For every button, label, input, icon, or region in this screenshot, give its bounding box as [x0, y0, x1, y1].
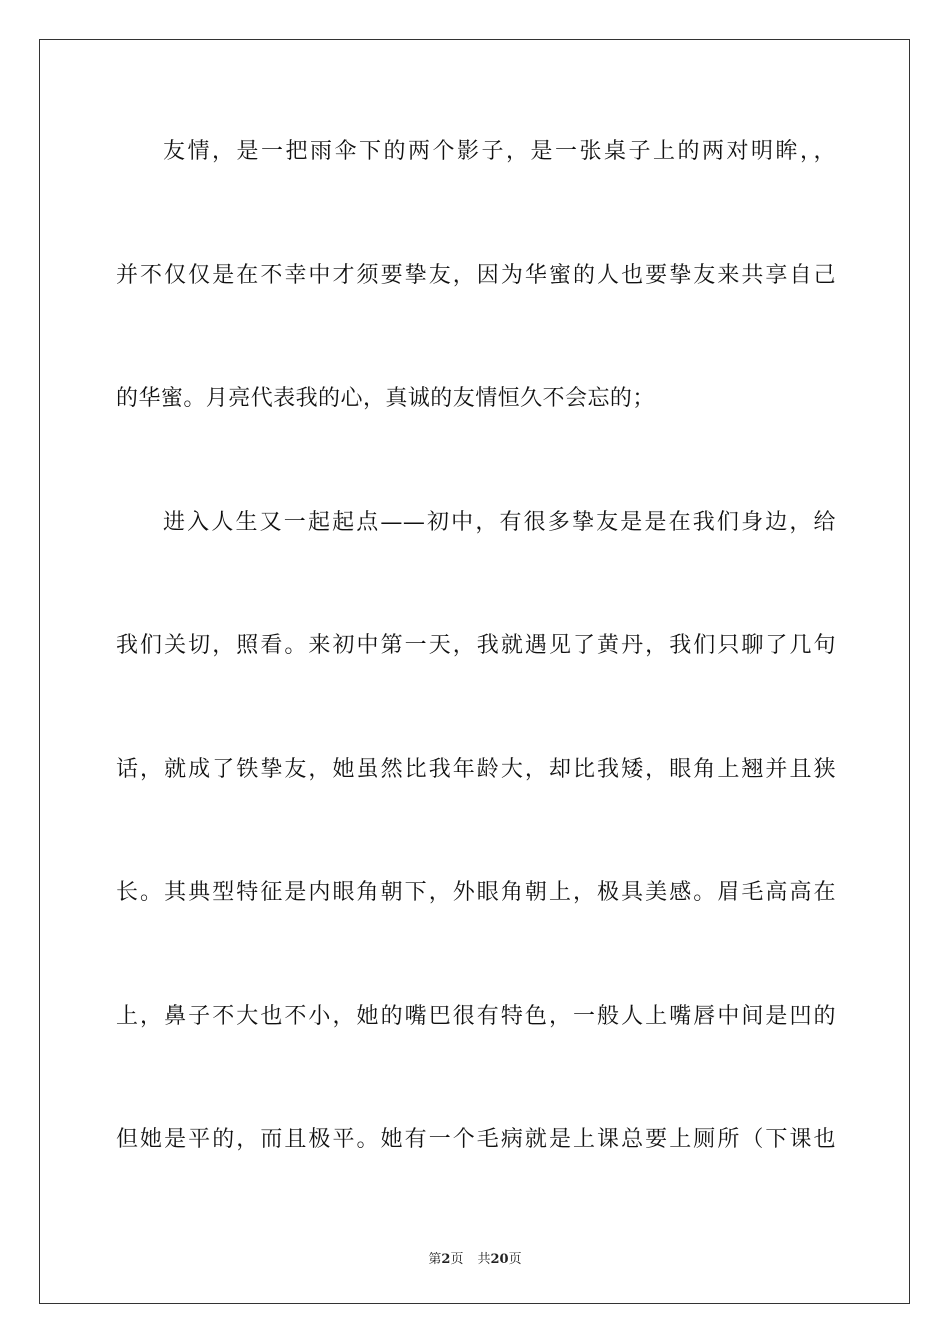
total-prefix: 共 — [477, 1252, 491, 1267]
text-line: 上，鼻子不大也不小，她的嘴巴很有特色，一般人上嘴唇中间是凹的 — [116, 1003, 836, 1029]
text-line: 友情，是一把雨伞下的两个影子，是一张桌子上的两对明眸，， — [163, 139, 836, 164]
text-line: 的华蜜。月亮代表我的心，真诚的友情恒久不会忘的； — [116, 386, 655, 411]
text-line: 长。其典型特征是内眼角朝下，外眼角朝上，极具美感。眉毛高高在 — [116, 880, 836, 905]
document-body — [116, 128, 836, 1240]
text-line: 但她是平的，而且极平。她有一个毛病就是上课总要上厕所（下课也 — [116, 1127, 836, 1152]
text-line: 进入人生又一起起点——初中，有很多挚友是是在我们身边，给 — [163, 509, 836, 535]
total-suffix: 页 — [508, 1252, 522, 1267]
text-line: 我们关切，照看。来初中第一天，我就遇见了黄丹，我们只聊了几句 — [116, 633, 836, 658]
page-footer — [0, 1248, 950, 1267]
text-line: 话，就成了铁挚友，她虽然比我年龄大，却比我矮，眼角上翘并且狭 — [116, 756, 836, 782]
page-prefix: 第 — [428, 1252, 442, 1267]
page-suffix: 页 — [450, 1252, 464, 1267]
total-pages: 20 — [490, 1252, 509, 1267]
page-number: 2 — [441, 1252, 451, 1267]
text-line: 并不仅仅是在不幸中才须要挚友，因为华蜜的人也要挚友来共享自己 — [116, 262, 836, 288]
